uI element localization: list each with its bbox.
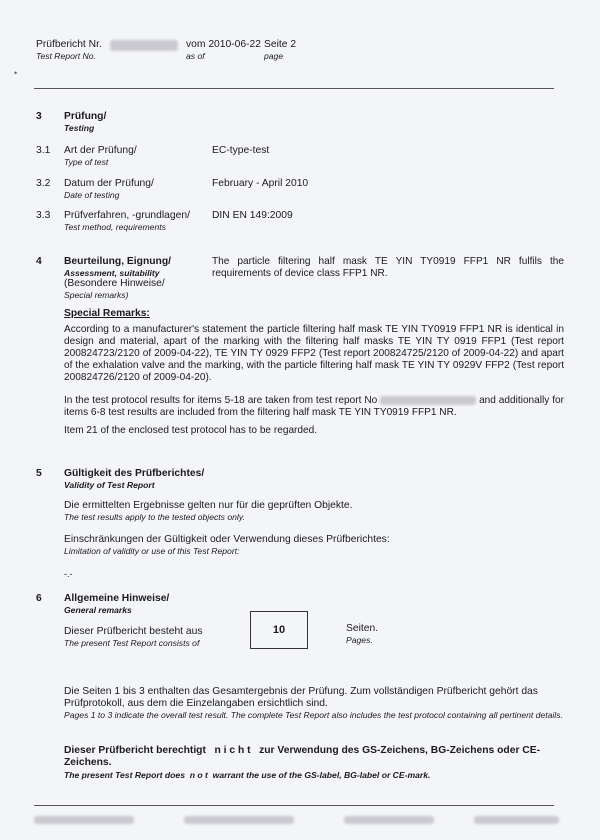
page-count-label (64, 626, 203, 648)
validity-limitation-en: Limitation of validity or use of this Test Report: (64, 546, 240, 556)
punch-mark: • (14, 68, 18, 78)
redacted-footer-block-4 (474, 816, 559, 824)
section-4-number: 4 (36, 256, 42, 267)
section-6-title-en: General remarks (64, 605, 132, 615)
footer-rule (34, 805, 554, 806)
item-3-3-number: 3.3 (36, 210, 51, 221)
section-4-title-de: Beurteilung, Eignung/ (64, 256, 171, 267)
item-3-3-label-en: Test method, requirements (64, 222, 166, 232)
item-3-3-label (64, 210, 190, 232)
section-4-subtitle-en: Special remarks) (64, 290, 129, 300)
report-number-label-de: Prüfbericht Nr. (36, 39, 102, 50)
paragraph-2-part-2: and additionally for items 6-8 test results are included from the filtering half mask TE YIN TY0919 FFP1 NR. (64, 395, 564, 418)
special-remarks-paragraph-1: According to a manufacturer's statement the particle filtering half mask TE YIN TY0919 FFP1 NR is identical in design and material, apart of the marking with the filtering half masks TE YIN TY 0919 FFP1 (Test report 200824723/2120 of 2009-04-22), TE YIN TY 0929 FFP2 (Test report 200824725/2120 of 2009-04-22) and apart of the exhalation valve and the marking, with the particle filtering half mask TE YIN TY 0929V FFP2 (Test report 200824726/2120 of 2009-04-20). (64, 324, 564, 383)
section-5-title (64, 468, 204, 490)
item-3-3-value: DIN EN 149:2009 (212, 210, 293, 221)
page-count-label-en: The present Test Report consists of (64, 638, 200, 648)
overall-result-note-en: Pages 1 to 3 indicate the overall test result. The complete Test Report also includes the test protocol containing all pertinent details. (64, 710, 563, 720)
item-3-2-label (64, 178, 154, 200)
report-number-label (36, 39, 102, 61)
section-6-title (64, 593, 169, 615)
overall-result-note-de: Die Seiten 1 bis 3 enthalten das Gesamtergebnis der Prüfung. Zum vollständigen Prüfbericht gehört das Prüfprotokoll, aus dem die Einzelangaben ersichtlich sind. (64, 686, 538, 709)
item-3-2-label-en: Date of testing (64, 190, 120, 200)
validity-limitation-de: Einschränkungen der Gültigkeit oder Verwendung dieses Prüfberichtes: (64, 534, 390, 545)
item-3-1-label-de: Art der Prüfung/ (64, 145, 137, 156)
section-4-title-en: Assessment, suitability (64, 268, 160, 278)
item-3-1-number: 3.1 (36, 145, 51, 156)
section-5-number: 5 (36, 468, 42, 479)
section-3-number: 3 (36, 111, 42, 122)
pages-unit (346, 623, 378, 645)
redacted-footer-block-2 (184, 816, 294, 824)
section-6-title-de: Allgemeine Hinweise/ (64, 593, 170, 604)
item-3-1-label (64, 145, 137, 167)
section-4-title (64, 256, 171, 300)
special-remarks-paragraph-3: Item 21 of the enclosed test protocol has to be regarded. (64, 425, 318, 436)
validity-statement (64, 500, 352, 522)
redacted-footer (34, 814, 564, 826)
pages-unit-en: Pages. (346, 635, 373, 645)
section-3-title (64, 111, 106, 133)
limitation-none: -.- (64, 569, 73, 579)
section-3-title-en: Testing (64, 123, 95, 133)
section-3-title-de: Prüfung/ (64, 111, 107, 122)
paragraph-2-part-1: In the test protocol results for items 5-18 are taken from test report No (64, 395, 378, 406)
redacted-footer-block-1 (34, 816, 134, 824)
section-6-number: 6 (36, 593, 42, 604)
gs-mark-note (64, 745, 564, 780)
assessment-result: The particle filtering half mask TE YIN TY0919 FFP1 NR fulfils the requirements of device class FFP1 NR. (212, 256, 564, 279)
section-5-title-de: Gültigkeit des Prüfberichtes/ (64, 468, 205, 479)
gs-mark-note-en: The present Test Report does n o t warrant the use of the GS-label, BG-label or CE-mark. (64, 770, 431, 780)
page-number-de: Seite 2 (264, 39, 297, 50)
validity-limitation (64, 534, 390, 556)
report-date (186, 39, 261, 61)
report-date-en: as of (186, 51, 205, 61)
redacted-test-report-number (380, 396, 476, 405)
page-number-en: page (264, 51, 284, 61)
report-date-de: vom 2010-06-22 (186, 39, 261, 50)
validity-statement-en: The test results apply to the tested objects only. (64, 512, 245, 522)
special-remarks-heading: Special Remarks: (64, 308, 150, 319)
redacted-footer-block-3 (344, 816, 434, 824)
pages-unit-de: Seiten. (346, 623, 379, 634)
page-number (264, 39, 296, 61)
page-count-label-de: Dieser Prüfbericht besteht aus (64, 626, 203, 637)
page-count-box: 10 (250, 611, 308, 649)
gs-mark-note-de: Dieser Prüfbericht berechtigt n i c h t zur Verwendung des GS-Zeichens, BG-Zeichens oder CE-Zeichens. (64, 745, 541, 768)
item-3-3-label-de: Prüfverfahren, -grundlagen/ (64, 210, 190, 221)
item-3-1-value: EC-type-test (212, 145, 270, 156)
item-3-2-value: February - April 2010 (212, 178, 309, 189)
section-4-subtitle-de: (Besondere Hinweise/ (64, 278, 165, 289)
item-3-2-label-de: Datum der Prüfung/ (64, 178, 154, 189)
overall-result-note (64, 686, 564, 720)
validity-statement-de: Die ermittelten Ergebnisse gelten nur für die geprüften Objekte. (64, 500, 353, 511)
item-3-2-number: 3.2 (36, 178, 51, 189)
item-3-1-label-en: Type of test (64, 157, 109, 167)
section-5-title-en: Validity of Test Report (64, 480, 155, 490)
report-number-label-en: Test Report No. (36, 51, 96, 61)
header-rule (34, 88, 554, 89)
redacted-report-number (110, 40, 178, 51)
special-remarks-paragraph-2 (64, 395, 564, 419)
